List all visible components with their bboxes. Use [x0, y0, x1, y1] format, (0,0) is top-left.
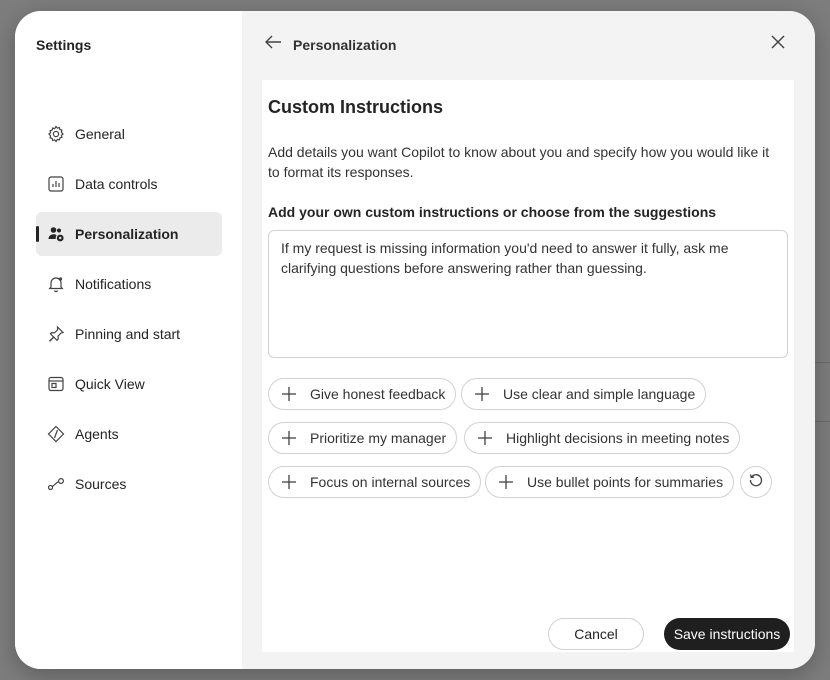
page-title: Personalization — [293, 37, 397, 53]
background-divider — [814, 362, 830, 363]
sidebar-item-sources[interactable] — [36, 462, 222, 506]
close-button[interactable] — [767, 33, 789, 55]
settings-dialog — [15, 11, 815, 669]
sidebar-item-label: General — [75, 126, 125, 142]
sidebar-title: Settings — [36, 37, 92, 53]
sidebar — [15, 11, 242, 669]
main-content — [242, 11, 815, 669]
suggestion-chip[interactable] — [268, 378, 456, 410]
suggestion-label: Highlight decisions in meeting notes — [506, 430, 730, 446]
refresh-icon — [748, 472, 764, 493]
sidebar-item-quick-view[interactable] — [36, 362, 222, 406]
suggestion-label: Use clear and simple language — [503, 386, 696, 402]
plus-icon — [474, 386, 490, 402]
plus-icon — [281, 430, 297, 446]
suggestion-chip[interactable] — [464, 422, 740, 454]
active-indicator — [36, 226, 39, 242]
refresh-suggestions-button[interactable] — [740, 466, 772, 498]
plus-icon — [498, 474, 514, 490]
bell-icon — [47, 275, 65, 293]
pin-icon — [47, 325, 65, 343]
window-icon — [47, 375, 65, 393]
suggestion-label: Focus on internal sources — [310, 474, 471, 490]
sidebar-item-personalization[interactable] — [36, 212, 222, 256]
arrow-left-icon — [263, 32, 283, 57]
section-heading: Custom Instructions — [268, 97, 444, 117]
link-nodes-icon — [47, 475, 65, 493]
sidebar-item-label: Quick View — [75, 376, 145, 392]
suggestion-label: Give honest feedback — [310, 386, 446, 402]
suggestion-label: Prioritize my manager — [310, 430, 447, 446]
sidebar-item-label: Agents — [75, 426, 119, 442]
suggestion-chip[interactable] — [461, 378, 706, 410]
plus-icon — [281, 474, 297, 490]
save-instructions-button[interactable]: Save instructions — [664, 618, 790, 650]
suggestion-label: Use bullet points for summaries — [527, 474, 724, 490]
cancel-button[interactable]: Cancel — [548, 618, 644, 650]
sidebar-item-data-controls[interactable] — [36, 162, 222, 206]
back-button[interactable] — [262, 33, 284, 55]
close-icon — [770, 34, 786, 55]
suggestion-chip[interactable] — [268, 466, 481, 498]
sidebar-item-label: Personalization — [75, 226, 179, 242]
code-diamond-icon — [47, 425, 65, 443]
sidebar-item-pinning[interactable] — [36, 312, 222, 356]
sidebar-item-agents[interactable] — [36, 412, 222, 456]
sidebar-item-label: Notifications — [75, 276, 152, 292]
person-settings-icon — [47, 225, 65, 243]
plus-icon — [281, 386, 297, 402]
suggestion-chip[interactable] — [485, 466, 734, 498]
instructions-label: Add your own custom instructions or choose from the suggestions — [268, 204, 717, 220]
custom-instructions-input[interactable] — [268, 230, 788, 358]
section-description: Add details you want Copilot to know about you and specify how you would like it to format its responses. — [268, 144, 770, 180]
sidebar-item-label: Pinning and start — [75, 326, 181, 342]
sidebar-item-general[interactable] — [36, 112, 222, 156]
sidebar-item-label: Sources — [75, 476, 127, 492]
background-divider — [814, 421, 830, 422]
gear-icon — [47, 125, 65, 143]
suggestion-chip[interactable] — [268, 422, 457, 454]
plus-icon — [477, 430, 493, 446]
sidebar-item-label: Data controls — [75, 176, 158, 192]
sidebar-item-notifications[interactable] — [36, 262, 222, 306]
custom-instructions-panel — [262, 80, 794, 652]
chart-icon — [47, 175, 65, 193]
